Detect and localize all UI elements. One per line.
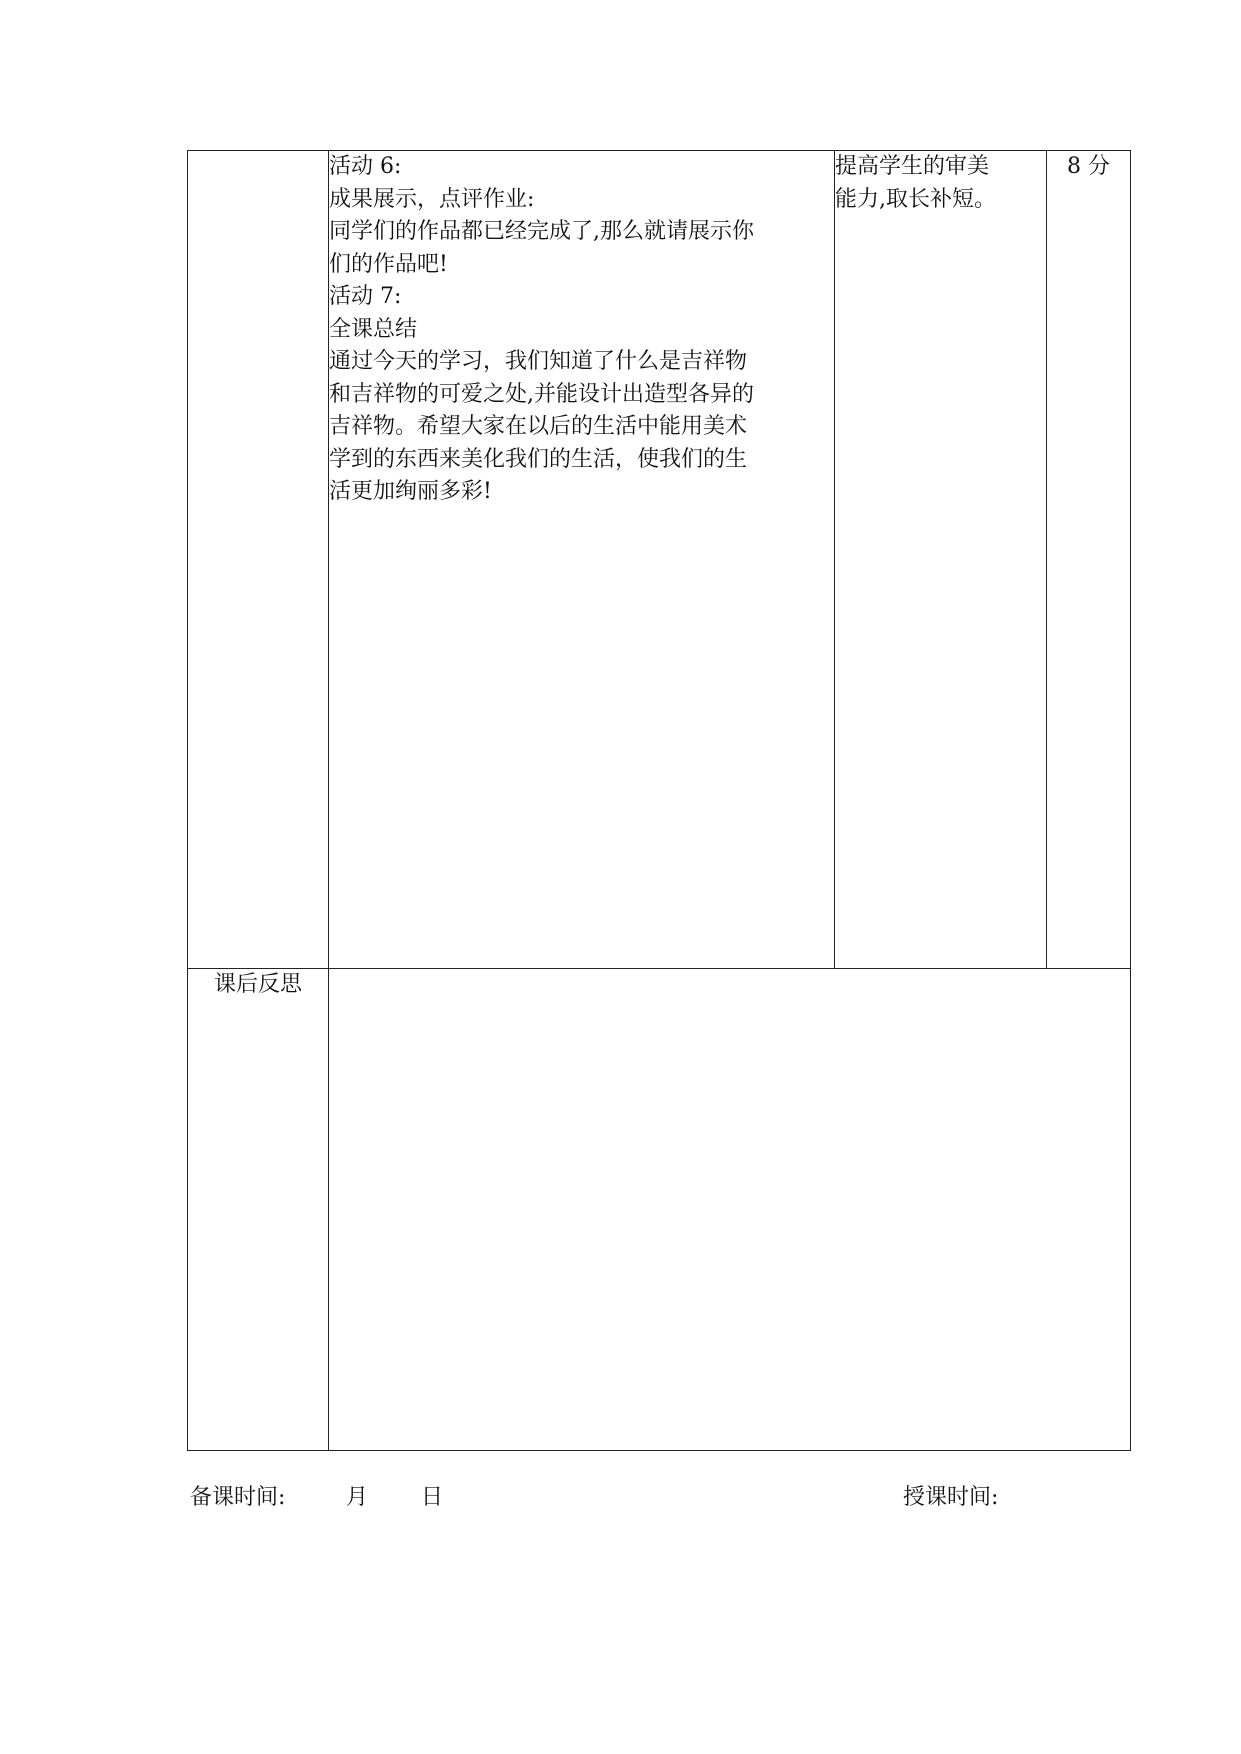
activity-line: 活更加绚丽多彩! <box>329 479 492 504</box>
reflection-row <box>188 969 1131 1451</box>
activity-line: 活动 7: <box>329 284 402 309</box>
reflection-label: 课后反思 <box>188 969 329 1451</box>
activity-line: 活动 6: <box>329 154 402 179</box>
activity-line: 学到的东西来美化我们的生活，使我们的生 <box>329 446 748 472</box>
activity-line: 和吉祥物的可爱之处,并能设计出造型各异的 <box>329 381 754 407</box>
stage-cell-empty <box>188 151 329 969</box>
reflection-content-cell <box>329 969 1131 1451</box>
design-intent-cell <box>835 151 1047 969</box>
intent-line: 提高学生的审美 <box>835 154 990 179</box>
activity-line: 们的作品吧! <box>329 251 448 277</box>
lesson-plan-table <box>187 150 1131 1451</box>
activity-content-cell <box>329 151 835 969</box>
activity-row <box>188 151 1131 969</box>
activity-line: 吉祥物。希望大家在以后的生活中能用美术 <box>329 414 748 439</box>
prep-day-label: 日 <box>421 1485 444 1510</box>
time-cell: 8 分 <box>1047 151 1131 969</box>
prep-time-label: 备课时间: <box>190 1485 286 1510</box>
activity-line: 全课总结 <box>329 316 418 342</box>
activity-line: 同学们的作品都已经完成了,那么就请展示你 <box>329 219 754 244</box>
intent-line: 能力,取长补短。 <box>835 186 996 212</box>
teach-time-label: 授课时间: <box>903 1485 999 1510</box>
prep-month-label: 月 <box>346 1485 369 1510</box>
activity-line: 成果展示，点评作业: <box>329 186 535 212</box>
activity-line: 通过今天的学习，我们知道了什么是吉祥物 <box>329 349 748 374</box>
